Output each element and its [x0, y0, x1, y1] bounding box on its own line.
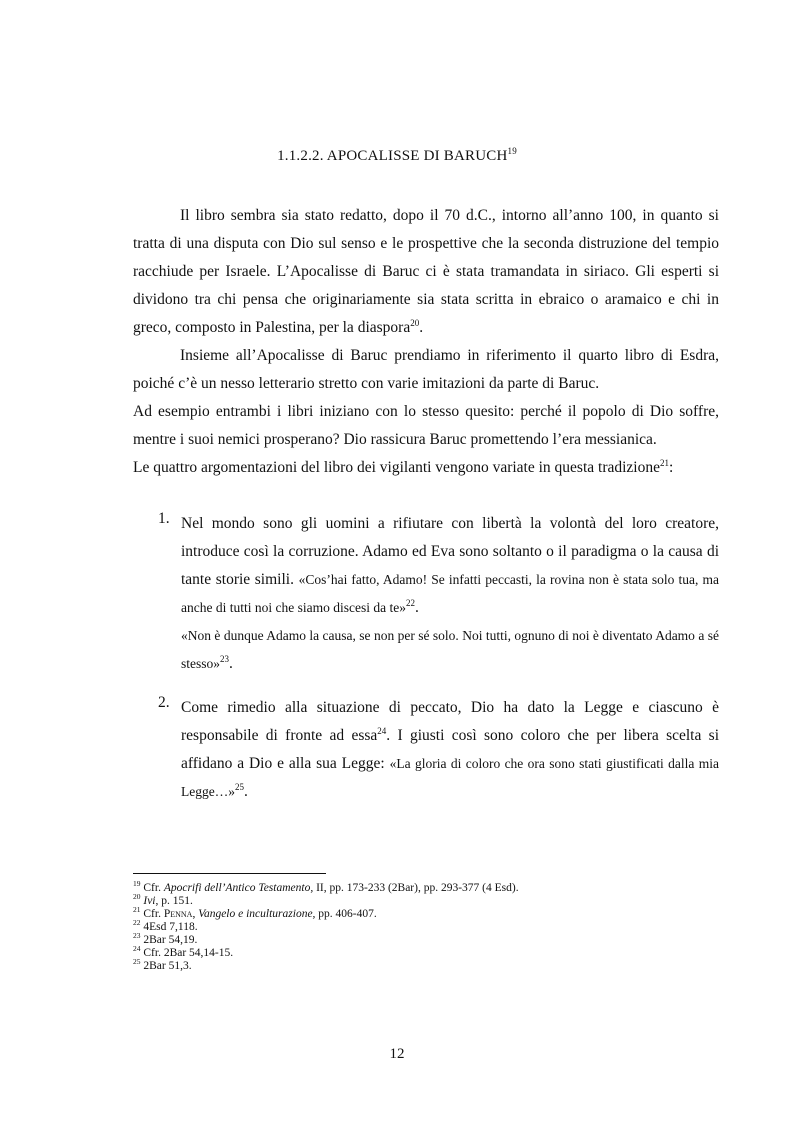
footnote-text: Cfr. [143, 882, 164, 894]
list-item-1 [133, 510, 719, 678]
quotation: «Cos’hai fatto, Adamo! Se infatti peccasti, la rovina non è stata solo tua, ma anche di tutti noi che siamo discesi da te» [181, 572, 719, 615]
footnote-number: 19 [133, 879, 141, 889]
footnote-ref[interactable]: 24 [377, 725, 387, 736]
list-item-2 [133, 694, 719, 806]
quotation: «La gloria di coloro che ora sono stati giustificati dalla mia Legge…» [181, 756, 720, 799]
footnote-24 [133, 944, 719, 960]
footnote-23 [133, 931, 719, 947]
footnote-21 [133, 905, 719, 921]
footnotes [133, 879, 719, 973]
footnote-ref[interactable]: 22 [405, 597, 415, 608]
footnote-ref[interactable]: 19 [507, 146, 517, 156]
footnote-text: pp. 406-407. [315, 908, 377, 920]
paragraph-text: Insieme all’Apocalisse di Baruc prendiamo in riferimento il quarto libro di Esdra, poiché c’è un nesso letterario stretto con varie imitazioni da parte di Baruc. [133, 347, 719, 392]
footnote-number: 20 [133, 892, 141, 902]
footnote-divider [133, 873, 326, 874]
list-number: 2. [158, 694, 170, 711]
footnote-text: Cfr. 2Bar 54,14-15. [143, 947, 234, 959]
footnote-text: 2Bar 54,19. [143, 934, 198, 946]
footnote-number: 23 [133, 931, 141, 941]
list-item-text: Nel mondo sono gli uomini a rifiutare con libertà la volontà del loro creatore, introduce così la corruzione. Adamo ed Eva sono soltanto o il paradigma o la causa di tante storie simili. [181, 515, 719, 588]
footnote-number: 22 [133, 918, 141, 928]
list-item-text: . I giusti così sono coloro che per libera scelta si affidano a Dio e alla sua Legge: [181, 727, 720, 772]
footnote-text: II, pp. 173-233 (2Bar), pp. 293-377 (4 Esd). [313, 882, 519, 894]
section-title [0, 148, 794, 165]
footnote-25 [133, 957, 719, 973]
footnote-ref[interactable]: 20 [410, 317, 420, 328]
paragraph-text: Ad esempio entrambi i libri iniziano con lo stesso quesito: perché il popolo di Dio soffre, mentre i suoi nemici prosperano? Dio rassicura Baruc promettendo l’era messianica. [133, 403, 719, 448]
section-title-text: 1.1.2.2. APOCALISSE DI BARUCH [277, 148, 508, 164]
paragraph-end: : [668, 459, 674, 476]
footnote-text: , [192, 908, 199, 920]
list-number: 1. [158, 510, 170, 527]
footnote-20 [133, 892, 719, 908]
paragraph-intro [133, 202, 719, 342]
list-item-text: Come rimedio alla situazione di peccato, Dio ha dato la Legge e ciascuno è responsabile di fronte ad essa [181, 699, 719, 744]
paragraph-arguments [133, 454, 719, 482]
footnote-author: Penna [163, 908, 193, 920]
list-item-body: Come rimedio alla situazione di peccato, Dio ha dato la Legge e ciascuno è responsabile di fronte ad essa$^{24}$. I giusti così sono coloro che per libera scelta si affidano a Dio e alla sua Legge: «La gloria di coloro che ora sono stati giustificati dalla mia Legge…»$^{25}$. [181, 699, 720, 800]
footnote-title: Ivi [143, 895, 156, 907]
paragraph-text: Il libro sembra sia stato redatto, dopo il 70 d.C., intorno all’anno 100, in quanto si tratta di una disputa con Dio sul senso e le prospettive che la seconda distruzione del tempio racchiude per Israele. L’Apocalisse di Baruc ci è stata tramandata in siriaco. Gli esperti si dividono tra chi pensa che originariamente sia stata scritta in ebraico o aramaico e chi in greco, composto in Palestina, per la diaspora [133, 207, 719, 336]
footnote-text: , p. 151. [155, 895, 193, 907]
footnote-title: Apocrifi dell’Antico Testamento, [163, 882, 314, 894]
footnote-title: Vangelo e inculturazione, [198, 908, 316, 920]
footnote-text: 4Esd 7,118. [143, 921, 198, 933]
footnote-19 [133, 879, 719, 895]
paragraph-example [133, 398, 719, 454]
footnote-ref[interactable]: 23 [220, 653, 230, 664]
paragraph-text: Le quattro argomentazioni del libro dei vigilanti vengono variate in questa tradizione [133, 459, 660, 476]
footnote-text: 2Bar 51,3. [143, 960, 192, 972]
footnote-text: Cfr. [143, 908, 164, 920]
paragraph-end: . [419, 319, 424, 336]
paragraph-esdra [133, 342, 719, 398]
footnote-number: 21 [133, 905, 141, 915]
footnote-ref[interactable]: 21 [659, 457, 669, 468]
footnote-22 [133, 918, 719, 934]
page-number: 12 [389, 1046, 405, 1062]
footnote-number: 24 [133, 944, 141, 954]
list-item-body: Nel mondo sono gli uomini a rifiutare con libertà la volontà del loro creatore, introduce così la corruzione. Adamo ed Eva sono soltanto o il paradigma o la causa di tante storie simili. «Cos’hai fatto, Adamo! Se infatti peccasti, la rovina non è stata solo tua, ma anche di tutti noi che siamo discesi da te»$^{22}$. «Non è dunque Adamo la causa, se non per sé solo. Noi tutti, ognuno di noi è diventato Adamo a sé stesso»$^{23}$. [181, 515, 719, 672]
footnote-ref[interactable]: 25 [234, 781, 244, 792]
quotation: «Non è dunque Adamo la causa, se non per sé solo. Noi tutti, ognuno di noi è diventato Adamo a sé stesso» [181, 628, 719, 671]
footnote-number: 25 [133, 957, 141, 967]
